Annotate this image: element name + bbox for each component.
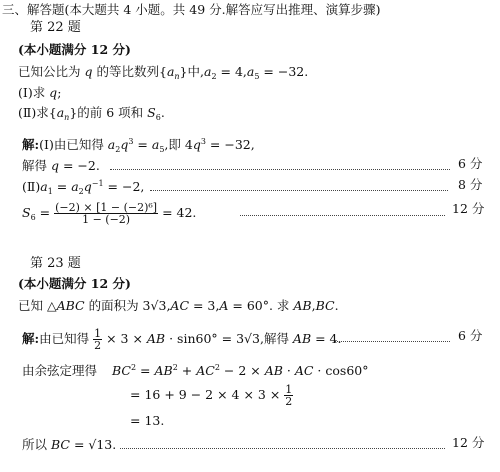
q22-part2: (Ⅱ)求$\{a_n\}$的前 6 项和 $S_6$. [18, 105, 165, 122]
q22-heading: 第 22 题 [30, 20, 81, 35]
q22-solution-line1: 解:(Ⅰ)由已知得 $a_2q^3 = a_5$,即 $4q^3 = -32$, [22, 137, 255, 154]
half-fraction: $\frac{1}{2}$ [94, 327, 102, 352]
q22-points-note: (本小题满分 12 分) [18, 42, 131, 57]
q22-stem: 已知公比为 q 的等比数列$\{a_n\}$中$,a_2 = 4,a_5 = -32$. [18, 64, 309, 81]
q22-dotted-leader-2 [150, 190, 448, 191]
q23-final: 所以 BC = √13. [22, 437, 117, 452]
q22-part1: (Ⅰ)求 q; [18, 85, 62, 100]
q23-dotted-leader-1 [335, 341, 450, 342]
q22-score-3: 12 分 [452, 201, 485, 216]
q23-cosine-line2: = 16 + 9 − 2 × 4 × 3 × $\frac{1}{2}$ [130, 383, 293, 408]
section-title: 三、解答题(本大题共 4 小题。共 49 分.解答应写出推理、演算步骤) [2, 2, 381, 17]
q22-solution-line2: 解得 q = −2. [22, 158, 100, 173]
q23-cosine-line3: = 13. [130, 413, 165, 428]
q22-dotted-leader-3 [240, 215, 445, 216]
q23-score-1: 6 分 [458, 328, 483, 343]
q23-dotted-leader-2 [120, 448, 445, 449]
q23-score-2: 12 分 [452, 435, 485, 450]
q22-score-1: 6 分 [458, 156, 483, 171]
q22-score-2: 8 分 [458, 177, 483, 192]
q22-solution-line3: $(Ⅱ)a_1 = a_2q^{-1} = -2$, [22, 179, 145, 196]
q22-dotted-leader-1 [110, 169, 450, 170]
half-fraction-2: $\frac{1}{2}$ [285, 383, 293, 408]
q23-heading: 第 23 题 [30, 256, 81, 271]
q23-cosine-line1: $BC^2 = AB^2 + AC^2 - 2$ × AB · AC · cos60° [112, 363, 369, 378]
q23-cosine-label: 由余弦定理得 [22, 363, 98, 378]
q23-stem: 已知 △ABC 的面积为 3√3,AC = 3,A = 60°. 求 AB,BC. [18, 298, 339, 313]
q23-points-note: (本小题满分 12 分) [18, 276, 131, 291]
q23-solution-line1: 解:由已知得 $\frac{1}{2}$ × 3 × AB · sin60° = 3√3,解得 AB = 4. [22, 327, 342, 352]
q22-solution-line4: $S_6$ = $\frac{\text{(−2) × [1 − (−2)⁶]}}{1 - (-2)}$ = 42. [22, 201, 197, 226]
s6-fraction: $\frac{\text{(−2) × [1 − (−2)⁶]}}{1 - (-2)}$ [55, 201, 158, 226]
